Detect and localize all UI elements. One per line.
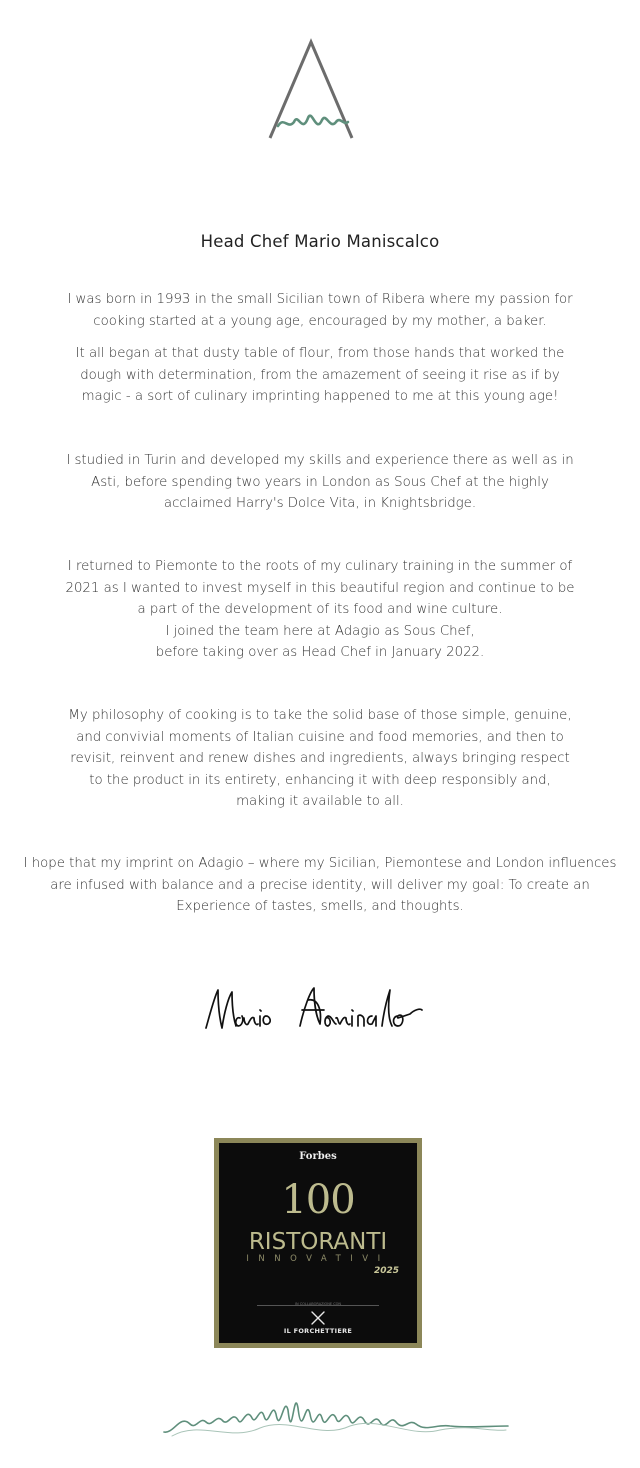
fork-knife-icon [308,1311,328,1325]
bio-paragraph-1: I was born in 1993 in the small Sicilian town of Ribera where my passion for cooking started at a young age, encouraged by my mother, a baker. [67,292,573,329]
adagio-mountain-logo-icon [264,36,358,144]
bio-paragraph-2: It all began at that dusty table of flour, from those hands that worked the dough with determination, from the amazement of seeing it rise as if by magic - a sort of culinary imprinting happened to me at this young age! [75,346,565,404]
bio-paragraph-5: My philosophy of cooking is to take the solid base of those simple, genuine, and convivial moments of Italian cuisine and food memories, and then to revisit, reinvent and renew dishes and ingredients, always bringing respect to the product in its entirety, enhancing it with deep responsibly and, making it available to all. [68,708,572,809]
badge-year: 2025 [373,1266,399,1276]
sound-wave-icon [160,1380,512,1460]
signature-icon [196,980,444,1040]
badge-subtitle: INNOVATIVI [246,1254,390,1264]
badge-publisher: Forbes [299,1151,337,1162]
bio-paragraph-4: I returned to Piemonte to the roots of my culinary training in the summer of 2021 as I wanted to invest myself in this beautiful region and continue to be a part of the development of its food and wine culture. I joined the team here at Adagio as Sous Chef, before taking over as Head Chef in January 2022. [65,559,575,660]
badge-number: 100 [281,1177,355,1223]
badge-panel [219,1143,417,1343]
badge-title: RISTORANTI [248,1229,388,1255]
badge-partner: IL FORCHETTIERE [283,1327,353,1335]
bio-paragraph-6: I hope that my imprint on Adagio – where my Sicilian, Piemontese and London influences are infused with balance and a precise identity, will deliver my goal: To create an Experience of tastes, smells, and thoughts. [23,856,617,914]
forbes-award-badge [214,1138,422,1348]
badge-small-print: IN COLLABORAZIONE CON [294,1302,342,1306]
bio-paragraph-3: I studied in Turin and developed my skills and experience there as well as in Asti, before spending two years in London as Sous Chef at the highly acclaimed Harry's Dolce Vita, in Knightsbridge. [66,453,574,511]
page-title: Head Chef Mario Maniscalco [200,232,440,251]
